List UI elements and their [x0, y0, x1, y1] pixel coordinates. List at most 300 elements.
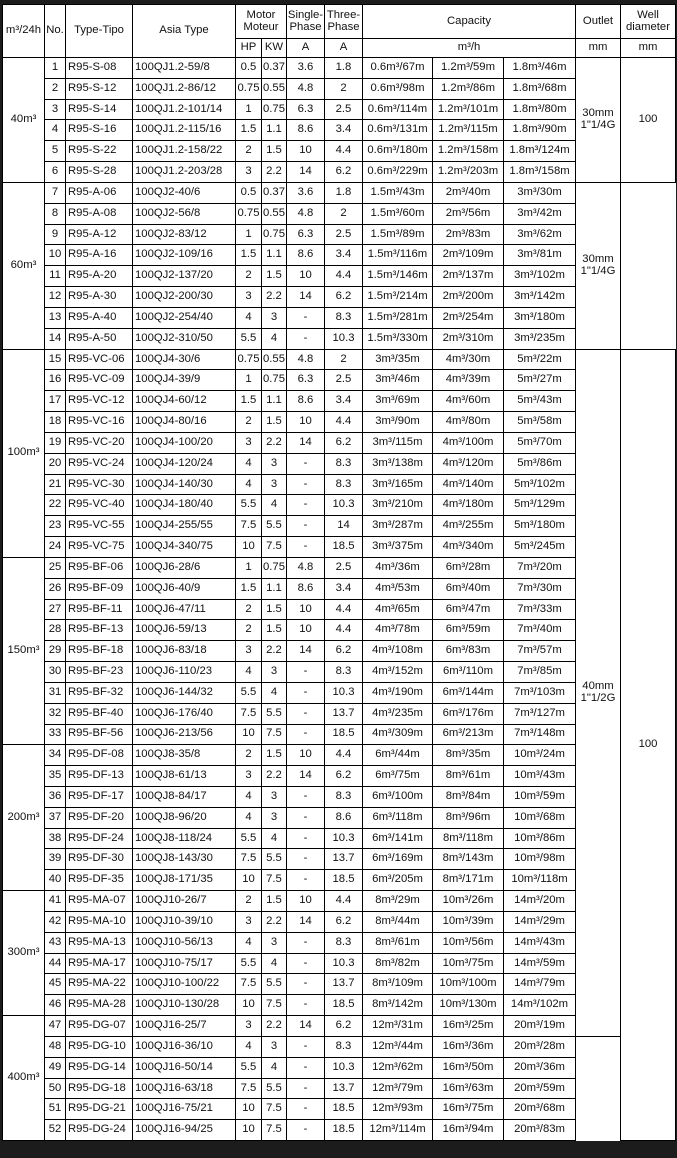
- row-no-cell: 35: [45, 766, 66, 787]
- capacity-low-cell: 1.5m³/43m: [363, 182, 433, 203]
- table-row: [3, 1057, 676, 1078]
- capacity-high-cell: 10m³/98m: [504, 849, 576, 870]
- type-tipo-cell: R95-DF-20: [66, 807, 133, 828]
- capacity-mid-cell: 8m³/84m: [433, 786, 504, 807]
- single-phase-a-cell: -: [287, 724, 325, 745]
- row-no-cell: 18: [45, 412, 66, 433]
- table-row: [3, 412, 676, 433]
- capacity-low-cell: 1.5m³/116m: [363, 245, 433, 266]
- kw-cell: 5.5: [262, 849, 287, 870]
- type-tipo-cell: R95-DG-14: [66, 1057, 133, 1078]
- type-tipo-cell: R95-S-08: [66, 58, 133, 79]
- capacity-mid-cell: 1.2m³/86m: [433, 78, 504, 99]
- capacity-low-cell: 3m³/115m: [363, 432, 433, 453]
- row-no-cell: 37: [45, 807, 66, 828]
- capacity-low-cell: 12m³/114m: [363, 1120, 433, 1141]
- kw-cell: 3: [262, 307, 287, 328]
- asia-type-cell: 100QJ16-50/14: [133, 1057, 236, 1078]
- hp-cell: 2: [236, 412, 262, 433]
- asia-type-cell: 100QJ10-39/10: [133, 911, 236, 932]
- single-phase-a-cell: 14: [287, 287, 325, 308]
- capacity-low-cell: 12m³/93m: [363, 1099, 433, 1120]
- asia-type-cell: 100QJ4-60/12: [133, 391, 236, 412]
- capacity-low-cell: 0.6m³/180m: [363, 141, 433, 162]
- single-phase-a-cell: 10: [287, 141, 325, 162]
- row-no-cell: 17: [45, 391, 66, 412]
- kw-cell: 7.5: [262, 724, 287, 745]
- kw-cell: 1.5: [262, 412, 287, 433]
- capacity-mid-cell: 10m³/130m: [433, 995, 504, 1016]
- type-tipo-cell: R95-VC-20: [66, 432, 133, 453]
- table-row: [3, 703, 676, 724]
- capacity-mid-cell: 2m³/200m: [433, 287, 504, 308]
- single-phase-a-cell: 14: [287, 641, 325, 662]
- single-phase-a-cell: -: [287, 828, 325, 849]
- capacity-high-cell: 5m³/22m: [504, 349, 576, 370]
- capacity-mid-cell: 6m³/28m: [433, 557, 504, 578]
- table-row: [3, 328, 676, 349]
- table-row: [3, 432, 676, 453]
- row-no-cell: 50: [45, 1078, 66, 1099]
- capacity-mid-cell: 2m³/40m: [433, 182, 504, 203]
- row-no-cell: 46: [45, 995, 66, 1016]
- row-no-cell: 4: [45, 120, 66, 141]
- well-diameter-cell: 100: [621, 349, 676, 1140]
- type-tipo-cell: R95-DF-13: [66, 766, 133, 787]
- asia-type-cell: 100QJ1.2-203/28: [133, 162, 236, 183]
- three-phase-a-cell: 6.2: [325, 287, 363, 308]
- capacity-low-cell: 6m³/141m: [363, 828, 433, 849]
- capacity-mid-cell: 10m³/26m: [433, 891, 504, 912]
- capacity-mid-cell: 8m³/118m: [433, 828, 504, 849]
- hp-cell: 1.5: [236, 120, 262, 141]
- outlet-cell: 40mm 1"1/2G: [576, 349, 621, 1036]
- row-no-cell: 6: [45, 162, 66, 183]
- hp-cell: 2: [236, 599, 262, 620]
- hp-cell: 0.75: [236, 203, 262, 224]
- capacity-high-cell: 3m³/102m: [504, 266, 576, 287]
- capacity-high-cell: 3m³/81m: [504, 245, 576, 266]
- outlet-cell: 30mm 1"1/4G: [576, 58, 621, 183]
- table-row: [3, 974, 676, 995]
- asia-type-cell: 100QJ8-35/8: [133, 745, 236, 766]
- asia-type-cell: 100QJ1.2-115/16: [133, 120, 236, 141]
- capacity-mid-cell: 8m³/35m: [433, 745, 504, 766]
- hp-cell: 7.5: [236, 849, 262, 870]
- asia-type-cell: 100QJ2-83/12: [133, 224, 236, 245]
- three-phase-a-cell: 10.3: [325, 495, 363, 516]
- asia-type-cell: 100QJ4-100/20: [133, 432, 236, 453]
- hp-cell: 4: [236, 453, 262, 474]
- hp-cell: 2: [236, 141, 262, 162]
- three-phase-a-cell: 8.3: [325, 453, 363, 474]
- capacity-high-cell: 5m³/43m: [504, 391, 576, 412]
- row-no-cell: 10: [45, 245, 66, 266]
- table-row: [3, 58, 676, 79]
- hp-header: HP: [236, 39, 262, 58]
- capacity-low-cell: 8m³/61m: [363, 932, 433, 953]
- kw-cell: 1.5: [262, 266, 287, 287]
- table-row: [3, 516, 676, 537]
- capacity-mid-cell: 6m³/83m: [433, 641, 504, 662]
- capacity-low-cell: 0.6m³/229m: [363, 162, 433, 183]
- capacity-low-cell: 8m³/44m: [363, 911, 433, 932]
- row-no-cell: 38: [45, 828, 66, 849]
- table-row: [3, 662, 676, 683]
- hp-cell: 1: [236, 557, 262, 578]
- row-no-cell: 7: [45, 182, 66, 203]
- kw-cell: 0.75: [262, 370, 287, 391]
- capacity-high-cell: 20m³/68m: [504, 1099, 576, 1120]
- table-row: [3, 182, 676, 203]
- single-phase-a-cell: -: [287, 974, 325, 995]
- three-phase-a-cell: 4.4: [325, 620, 363, 641]
- type-tipo-cell: R95-VC-16: [66, 412, 133, 433]
- type-tipo-cell: R95-VC-06: [66, 349, 133, 370]
- capacity-low-cell: 4m³/36m: [363, 557, 433, 578]
- asia-type-cell: 100QJ16-94/25: [133, 1120, 236, 1141]
- row-no-cell: 1: [45, 58, 66, 79]
- asia-type-cell: 100QJ2-109/16: [133, 245, 236, 266]
- single-phase-a-cell: 8.6: [287, 391, 325, 412]
- single-phase-a-cell: 8.6: [287, 578, 325, 599]
- table-row: [3, 224, 676, 245]
- type-tipo-cell: R95-DG-21: [66, 1099, 133, 1120]
- type-tipo-cell: R95-DF-24: [66, 828, 133, 849]
- kw-cell: 5.5: [262, 703, 287, 724]
- row-no-cell: 26: [45, 578, 66, 599]
- three-phase-a-cell: 6.2: [325, 432, 363, 453]
- single-phase-a-cell: 6.3: [287, 224, 325, 245]
- kw-cell: 0.55: [262, 203, 287, 224]
- kw-cell: 3: [262, 807, 287, 828]
- single-phase-a-cell: -: [287, 1057, 325, 1078]
- three-phase-a-cell: 8.3: [325, 786, 363, 807]
- pump-spec-table: [2, 4, 676, 1141]
- row-no-cell: 29: [45, 641, 66, 662]
- capacity-high-cell: 3m³/42m: [504, 203, 576, 224]
- asia-type-cell: 100QJ2-310/50: [133, 328, 236, 349]
- capacity-high-cell: 10m³/118m: [504, 870, 576, 891]
- asia-type-cell: 100QJ8-61/13: [133, 766, 236, 787]
- three-phase-a-cell: 6.2: [325, 766, 363, 787]
- hp-cell: 0.75: [236, 349, 262, 370]
- capacity-high-cell: 3m³/180m: [504, 307, 576, 328]
- hp-cell: 10: [236, 724, 262, 745]
- hp-cell: 3: [236, 766, 262, 787]
- capacity-low-cell: 1.5m³/281m: [363, 307, 433, 328]
- capacity-high-cell: 7m³/148m: [504, 724, 576, 745]
- flow-group-cell: 100m³: [3, 349, 45, 557]
- hp-cell: 3: [236, 641, 262, 662]
- three-phase-a-cell: 10.3: [325, 1057, 363, 1078]
- capacity-high-cell: 5m³/180m: [504, 516, 576, 537]
- asia-type-cell: 100QJ6-59/13: [133, 620, 236, 641]
- hp-cell: 1: [236, 370, 262, 391]
- asia-type-cell: 100QJ1.2-101/14: [133, 99, 236, 120]
- row-no-cell: 28: [45, 620, 66, 641]
- type-tipo-cell: R95-A-16: [66, 245, 133, 266]
- row-no-cell: 21: [45, 474, 66, 495]
- hp-cell: 10: [236, 995, 262, 1016]
- asia-type-cell: 100QJ10-100/22: [133, 974, 236, 995]
- type-tipo-cell: R95-BF-40: [66, 703, 133, 724]
- capacity-mid-cell: 4m³/255m: [433, 516, 504, 537]
- capacity-mid-cell: 4m³/30m: [433, 349, 504, 370]
- table-row: [3, 141, 676, 162]
- three-phase-a-cell: 4.4: [325, 266, 363, 287]
- capacity-high-cell: 20m³/59m: [504, 1078, 576, 1099]
- asia-type-cell: 100QJ10-75/17: [133, 953, 236, 974]
- capacity-mid-cell: 8m³/171m: [433, 870, 504, 891]
- type-header: Type-Tipo: [66, 5, 133, 58]
- capacity-high-cell: 14m³/20m: [504, 891, 576, 912]
- row-no-cell: 5: [45, 141, 66, 162]
- table-row: [3, 599, 676, 620]
- table-row: [3, 474, 676, 495]
- capacity-low-cell: 12m³/62m: [363, 1057, 433, 1078]
- capacity-high-cell: 1.8m³/90m: [504, 120, 576, 141]
- outlet-unit: mm: [576, 39, 621, 58]
- capacity-high-cell: 7m³/103m: [504, 682, 576, 703]
- three-phase-a-cell: 2: [325, 203, 363, 224]
- capacity-high-cell: 5m³/58m: [504, 412, 576, 433]
- asia-type-cell: 100QJ6-28/6: [133, 557, 236, 578]
- three-phase-a-cell: 3.4: [325, 245, 363, 266]
- table-row: [3, 1078, 676, 1099]
- kw-cell: 3: [262, 786, 287, 807]
- capacity-low-cell: 8m³/142m: [363, 995, 433, 1016]
- hp-cell: 7.5: [236, 703, 262, 724]
- capacity-high-cell: 10m³/86m: [504, 828, 576, 849]
- table-row: [3, 537, 676, 558]
- kw-cell: 7.5: [262, 995, 287, 1016]
- asia-type-cell: 100QJ4-80/16: [133, 412, 236, 433]
- kw-cell: 3: [262, 932, 287, 953]
- table-row: [3, 932, 676, 953]
- capacity-mid-cell: 1.2m³/59m: [433, 58, 504, 79]
- three-phase-a-cell: 18.5: [325, 724, 363, 745]
- flow-group-cell: 300m³: [3, 891, 45, 1016]
- type-tipo-cell: R95-BF-18: [66, 641, 133, 662]
- type-tipo-cell: R95-S-28: [66, 162, 133, 183]
- capacity-mid-cell: 6m³/59m: [433, 620, 504, 641]
- asia-type-cell: 100QJ16-25/7: [133, 1016, 236, 1037]
- capacity-high-cell: 14m³/29m: [504, 911, 576, 932]
- type-tipo-cell: R95-VC-40: [66, 495, 133, 516]
- capacity-low-cell: 1.5m³/146m: [363, 266, 433, 287]
- outlet-header: Outlet: [576, 5, 621, 39]
- hp-cell: 1.5: [236, 391, 262, 412]
- single-phase-a-cell: -: [287, 537, 325, 558]
- single-phase-a-cell: 4.8: [287, 557, 325, 578]
- capacity-low-cell: 6m³/169m: [363, 849, 433, 870]
- hp-cell: 4: [236, 662, 262, 683]
- hp-cell: 2: [236, 266, 262, 287]
- hp-cell: 3: [236, 162, 262, 183]
- capacity-high-cell: 1.8m³/124m: [504, 141, 576, 162]
- capacity-low-cell: 0.6m³/98m: [363, 78, 433, 99]
- capacity-high-cell: 20m³/19m: [504, 1016, 576, 1037]
- asia-type-cell: 100QJ10-130/28: [133, 995, 236, 1016]
- capacity-high-cell: 5m³/245m: [504, 537, 576, 558]
- flow-group-cell: 40m³: [3, 58, 45, 183]
- single-phase-a-cell: 6.3: [287, 99, 325, 120]
- kw-cell: 5.5: [262, 1078, 287, 1099]
- type-tipo-cell: R95-A-50: [66, 328, 133, 349]
- kw-cell: 1.5: [262, 620, 287, 641]
- three-phase-a-cell: 13.7: [325, 849, 363, 870]
- outlet-cell: 30mm 1"1/4G: [576, 182, 621, 349]
- capacity-low-cell: 3m³/35m: [363, 349, 433, 370]
- kw-header: KW: [262, 39, 287, 58]
- flow-group-cell: 60m³: [3, 182, 45, 349]
- kw-cell: 1.1: [262, 245, 287, 266]
- asia-type-cell: 100QJ8-84/17: [133, 786, 236, 807]
- hp-cell: 5.5: [236, 953, 262, 974]
- asia-type-cell: 100QJ16-63/18: [133, 1078, 236, 1099]
- table-body: [3, 58, 676, 1141]
- capacity-high-cell: 14m³/59m: [504, 953, 576, 974]
- three-phase-a-cell: 18.5: [325, 995, 363, 1016]
- hp-cell: 3: [236, 432, 262, 453]
- capacity-mid-cell: 10m³/39m: [433, 911, 504, 932]
- kw-cell: 0.37: [262, 58, 287, 79]
- table-row: [3, 620, 676, 641]
- hp-cell: 2: [236, 620, 262, 641]
- table-row: [3, 953, 676, 974]
- table-row: [3, 766, 676, 787]
- capacity-high-cell: 20m³/83m: [504, 1120, 576, 1141]
- three-phase-a-cell: 1.8: [325, 58, 363, 79]
- capacity-high-cell: 10m³/43m: [504, 766, 576, 787]
- capacity-unit: m³/h: [363, 39, 576, 58]
- single-phase-a-cell: -: [287, 995, 325, 1016]
- row-no-cell: 41: [45, 891, 66, 912]
- single-phase-a-cell: -: [287, 453, 325, 474]
- row-no-cell: 44: [45, 953, 66, 974]
- table-row: [3, 78, 676, 99]
- hp-cell: 4: [236, 932, 262, 953]
- single-phase-a-cell: -: [287, 1036, 325, 1057]
- table-row: [3, 807, 676, 828]
- type-tipo-cell: R95-S-22: [66, 141, 133, 162]
- capacity-mid-cell: 10m³/75m: [433, 953, 504, 974]
- type-tipo-cell: R95-VC-12: [66, 391, 133, 412]
- type-tipo-cell: R95-BF-09: [66, 578, 133, 599]
- single-phase-unit: A: [287, 39, 325, 58]
- capacity-low-cell: 6m³/75m: [363, 766, 433, 787]
- capacity-low-cell: 12m³/31m: [363, 1016, 433, 1037]
- capacity-high-cell: 7m³/40m: [504, 620, 576, 641]
- kw-cell: 0.55: [262, 349, 287, 370]
- type-tipo-cell: R95-DG-24: [66, 1120, 133, 1141]
- capacity-mid-cell: 16m³/25m: [433, 1016, 504, 1037]
- hp-cell: 3: [236, 287, 262, 308]
- table-row: [3, 1099, 676, 1120]
- capacity-mid-cell: 16m³/94m: [433, 1120, 504, 1141]
- type-tipo-cell: R95-MA-22: [66, 974, 133, 995]
- type-tipo-cell: R95-S-14: [66, 99, 133, 120]
- capacity-high-cell: 10m³/68m: [504, 807, 576, 828]
- capacity-mid-cell: 4m³/100m: [433, 432, 504, 453]
- no-header: No.: [45, 5, 66, 58]
- capacity-low-cell: 3m³/138m: [363, 453, 433, 474]
- kw-cell: 1.1: [262, 391, 287, 412]
- capacity-mid-cell: 6m³/40m: [433, 578, 504, 599]
- capacity-low-cell: 6m³/44m: [363, 745, 433, 766]
- single-phase-a-cell: -: [287, 953, 325, 974]
- row-no-cell: 49: [45, 1057, 66, 1078]
- three-phase-unit: A: [325, 39, 363, 58]
- kw-cell: 3: [262, 662, 287, 683]
- capacity-mid-cell: 2m³/310m: [433, 328, 504, 349]
- kw-cell: 1.5: [262, 891, 287, 912]
- single-phase-a-cell: 4.8: [287, 78, 325, 99]
- three-phase-a-cell: 6.2: [325, 911, 363, 932]
- capacity-high-cell: 7m³/20m: [504, 557, 576, 578]
- capacity-low-cell: 3m³/287m: [363, 516, 433, 537]
- capacity-mid-cell: 16m³/75m: [433, 1099, 504, 1120]
- asia-type-cell: 100QJ6-213/56: [133, 724, 236, 745]
- hp-cell: 3: [236, 911, 262, 932]
- type-tipo-cell: R95-DF-35: [66, 870, 133, 891]
- single-phase-a-cell: 14: [287, 162, 325, 183]
- three-phase-a-cell: 13.7: [325, 703, 363, 724]
- asia-type-cell: 100QJ4-30/6: [133, 349, 236, 370]
- hp-cell: 1: [236, 99, 262, 120]
- three-phase-a-cell: 18.5: [325, 537, 363, 558]
- table-row: [3, 1036, 676, 1057]
- capacity-high-cell: 14m³/43m: [504, 932, 576, 953]
- type-tipo-cell: R95-BF-11: [66, 599, 133, 620]
- capacity-high-cell: 20m³/28m: [504, 1036, 576, 1057]
- capacity-mid-cell: 10m³/100m: [433, 974, 504, 995]
- three-phase-a-cell: 10.3: [325, 328, 363, 349]
- type-tipo-cell: R95-S-16: [66, 120, 133, 141]
- kw-cell: 3: [262, 474, 287, 495]
- row-no-cell: 52: [45, 1120, 66, 1141]
- capacity-mid-cell: 8m³/143m: [433, 849, 504, 870]
- kw-cell: 1.5: [262, 141, 287, 162]
- flow-group-cell: 400m³: [3, 1016, 45, 1141]
- three-phase-a-cell: 8.3: [325, 307, 363, 328]
- kw-cell: 4: [262, 828, 287, 849]
- kw-cell: 2.2: [262, 766, 287, 787]
- capacity-mid-cell: 6m³/110m: [433, 662, 504, 683]
- single-phase-a-cell: 10: [287, 891, 325, 912]
- kw-cell: 0.75: [262, 99, 287, 120]
- kw-cell: 4: [262, 328, 287, 349]
- capacity-low-cell: 4m³/65m: [363, 599, 433, 620]
- capacity-mid-cell: 6m³/47m: [433, 599, 504, 620]
- hp-cell: 4: [236, 807, 262, 828]
- asia-type-cell: 100QJ1.2-158/22: [133, 141, 236, 162]
- capacity-low-cell: 8m³/29m: [363, 891, 433, 912]
- hp-cell: 10: [236, 1099, 262, 1120]
- three-phase-a-cell: 4.4: [325, 141, 363, 162]
- three-phase-header: Three-Phase: [325, 5, 363, 39]
- table-row: [3, 578, 676, 599]
- table-row: [3, 287, 676, 308]
- capacity-low-cell: 4m³/152m: [363, 662, 433, 683]
- asia-type-cell: 100QJ8-143/30: [133, 849, 236, 870]
- hp-cell: 10: [236, 870, 262, 891]
- asia-type-cell: 100QJ4-180/40: [133, 495, 236, 516]
- table-row: [3, 453, 676, 474]
- kw-cell: 3: [262, 1036, 287, 1057]
- table-row: [3, 557, 676, 578]
